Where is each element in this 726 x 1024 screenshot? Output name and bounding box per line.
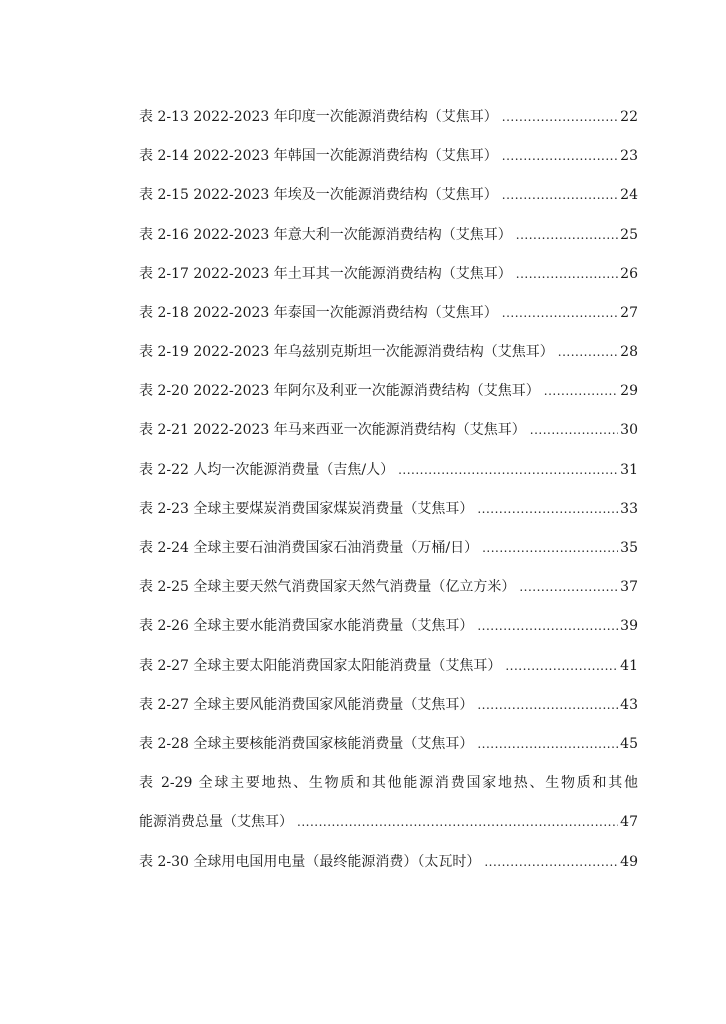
toc-entry[interactable] bbox=[139, 372, 638, 411]
toc-entry[interactable] bbox=[139, 176, 638, 215]
toc-entry[interactable] bbox=[139, 137, 638, 176]
toc-entry-title: 表 2-15 2022-2023 年埃及一次能源消费结构（艾焦耳） bbox=[139, 187, 498, 204]
toc-entry-page: 30 bbox=[620, 422, 638, 439]
toc-entry-title: 表 2-14 2022-2023 年韩国一次能源消费结构（艾焦耳） bbox=[139, 148, 498, 165]
dot-leader bbox=[502, 137, 618, 176]
table-of-contents bbox=[139, 98, 638, 882]
toc-entry-wrapped-line2[interactable] bbox=[139, 803, 638, 842]
toc-entry-title: 表 2-25 全球主要天然气消费国家天然气消费量（亿立方米） bbox=[139, 579, 516, 596]
toc-entry-title: 表 2-22 人均一次能源消费量（吉焦/人） bbox=[139, 461, 395, 478]
toc-entry[interactable] bbox=[139, 725, 638, 764]
toc-entry-page: 43 bbox=[620, 696, 638, 713]
toc-entry-page: 49 bbox=[620, 853, 638, 870]
dot-leader bbox=[477, 686, 618, 725]
toc-entry-page: 47 bbox=[620, 814, 638, 831]
toc-entry-title: 表 2-27 全球主要太阳能消费国家太阳能消费量（艾焦耳） bbox=[139, 657, 502, 674]
toc-entry-title: 表 2-26 全球主要水能消费国家水能消费量（艾焦耳） bbox=[139, 618, 474, 635]
dot-leader bbox=[530, 412, 618, 451]
toc-entry-page: 37 bbox=[620, 579, 638, 596]
toc-entry-page: 26 bbox=[620, 265, 638, 282]
toc-entry-title: 表 2-27 全球主要风能消费国家风能消费量（艾焦耳） bbox=[139, 696, 474, 713]
toc-entry-page: 23 bbox=[620, 148, 638, 165]
toc-entry[interactable] bbox=[139, 294, 638, 333]
toc-entry-page: 27 bbox=[620, 304, 638, 321]
toc-entry-title: 表 2-20 2022-2023 年阿尔及利亚一次能源消费结构（艾焦耳） bbox=[139, 383, 540, 400]
dot-leader bbox=[477, 607, 618, 646]
dot-leader bbox=[477, 490, 618, 529]
toc-entry[interactable] bbox=[139, 843, 638, 882]
dot-leader bbox=[505, 647, 618, 686]
toc-entry[interactable] bbox=[139, 412, 638, 451]
toc-entry-page: 39 bbox=[620, 618, 638, 635]
toc-entry-title: 表 2-23 全球主要煤炭消费国家煤炭消费量（艾焦耳） bbox=[139, 500, 474, 517]
toc-entry-title: 表 2-29 全球主要地热、生物质和其他能源消费国家地热、生物质和其他 bbox=[139, 775, 638, 792]
dot-leader bbox=[516, 216, 618, 255]
toc-entry-wrapped-line1[interactable] bbox=[139, 764, 638, 803]
toc-entry-title: 表 2-21 2022-2023 年马来西亚一次能源消费结构（艾焦耳） bbox=[139, 422, 526, 439]
toc-entry-page: 33 bbox=[620, 500, 638, 517]
dot-leader bbox=[502, 98, 618, 137]
dot-leader bbox=[519, 568, 618, 607]
toc-entry[interactable] bbox=[139, 255, 638, 294]
toc-entry[interactable] bbox=[139, 451, 638, 490]
toc-entry-title: 表 2-18 2022-2023 年泰国一次能源消费结构（艾焦耳） bbox=[139, 304, 498, 321]
toc-entry[interactable] bbox=[139, 607, 638, 646]
dot-leader bbox=[482, 529, 618, 568]
toc-entry-page: 22 bbox=[620, 108, 638, 125]
toc-entry[interactable] bbox=[139, 647, 638, 686]
toc-entry-title: 表 2-16 2022-2023 年意大利一次能源消费结构（艾焦耳） bbox=[139, 226, 512, 243]
toc-entry-title: 表 2-19 2022-2023 年乌兹别克斯坦一次能源消费结构（艾焦耳） bbox=[139, 344, 554, 361]
dot-leader bbox=[484, 843, 618, 882]
toc-entry-page: 29 bbox=[620, 383, 638, 400]
toc-entry-page: 35 bbox=[620, 540, 638, 557]
toc-entry-title: 表 2-24 全球主要石油消费国家石油消费量（万桶/日） bbox=[139, 540, 479, 557]
toc-entry-title: 表 2-13 2022-2023 年印度一次能源消费结构（艾焦耳） bbox=[139, 108, 498, 125]
dot-leader bbox=[398, 451, 618, 490]
toc-entry[interactable] bbox=[139, 216, 638, 255]
toc-entry-page: 25 bbox=[620, 226, 638, 243]
toc-entry-page: 31 bbox=[620, 461, 638, 478]
toc-entry[interactable] bbox=[139, 686, 638, 725]
toc-entry-title: 表 2-30 全球用电国用电量（最终能源消费）（太瓦时） bbox=[139, 853, 481, 870]
toc-entry-page: 41 bbox=[620, 657, 638, 674]
toc-entry-title: 表 2-28 全球主要核能消费国家核能消费量（艾焦耳） bbox=[139, 735, 474, 752]
dot-leader bbox=[516, 255, 618, 294]
toc-entry[interactable] bbox=[139, 98, 638, 137]
dot-leader bbox=[502, 176, 618, 215]
dot-leader bbox=[544, 372, 618, 411]
toc-entry[interactable] bbox=[139, 490, 638, 529]
toc-entry-page: 28 bbox=[620, 344, 638, 361]
toc-entry-page: 45 bbox=[620, 735, 638, 752]
dot-leader bbox=[558, 333, 618, 372]
toc-entry-title: 能源消费总量（艾焦耳） bbox=[139, 814, 293, 831]
toc-entry[interactable] bbox=[139, 333, 638, 372]
dot-leader bbox=[502, 294, 618, 333]
toc-entry[interactable] bbox=[139, 568, 638, 607]
dot-leader bbox=[297, 803, 618, 842]
toc-entry-title: 表 2-17 2022-2023 年土耳其一次能源消费结构（艾焦耳） bbox=[139, 265, 512, 282]
toc-entry[interactable] bbox=[139, 529, 638, 568]
dot-leader bbox=[477, 725, 618, 764]
toc-entry-page: 24 bbox=[620, 187, 638, 204]
